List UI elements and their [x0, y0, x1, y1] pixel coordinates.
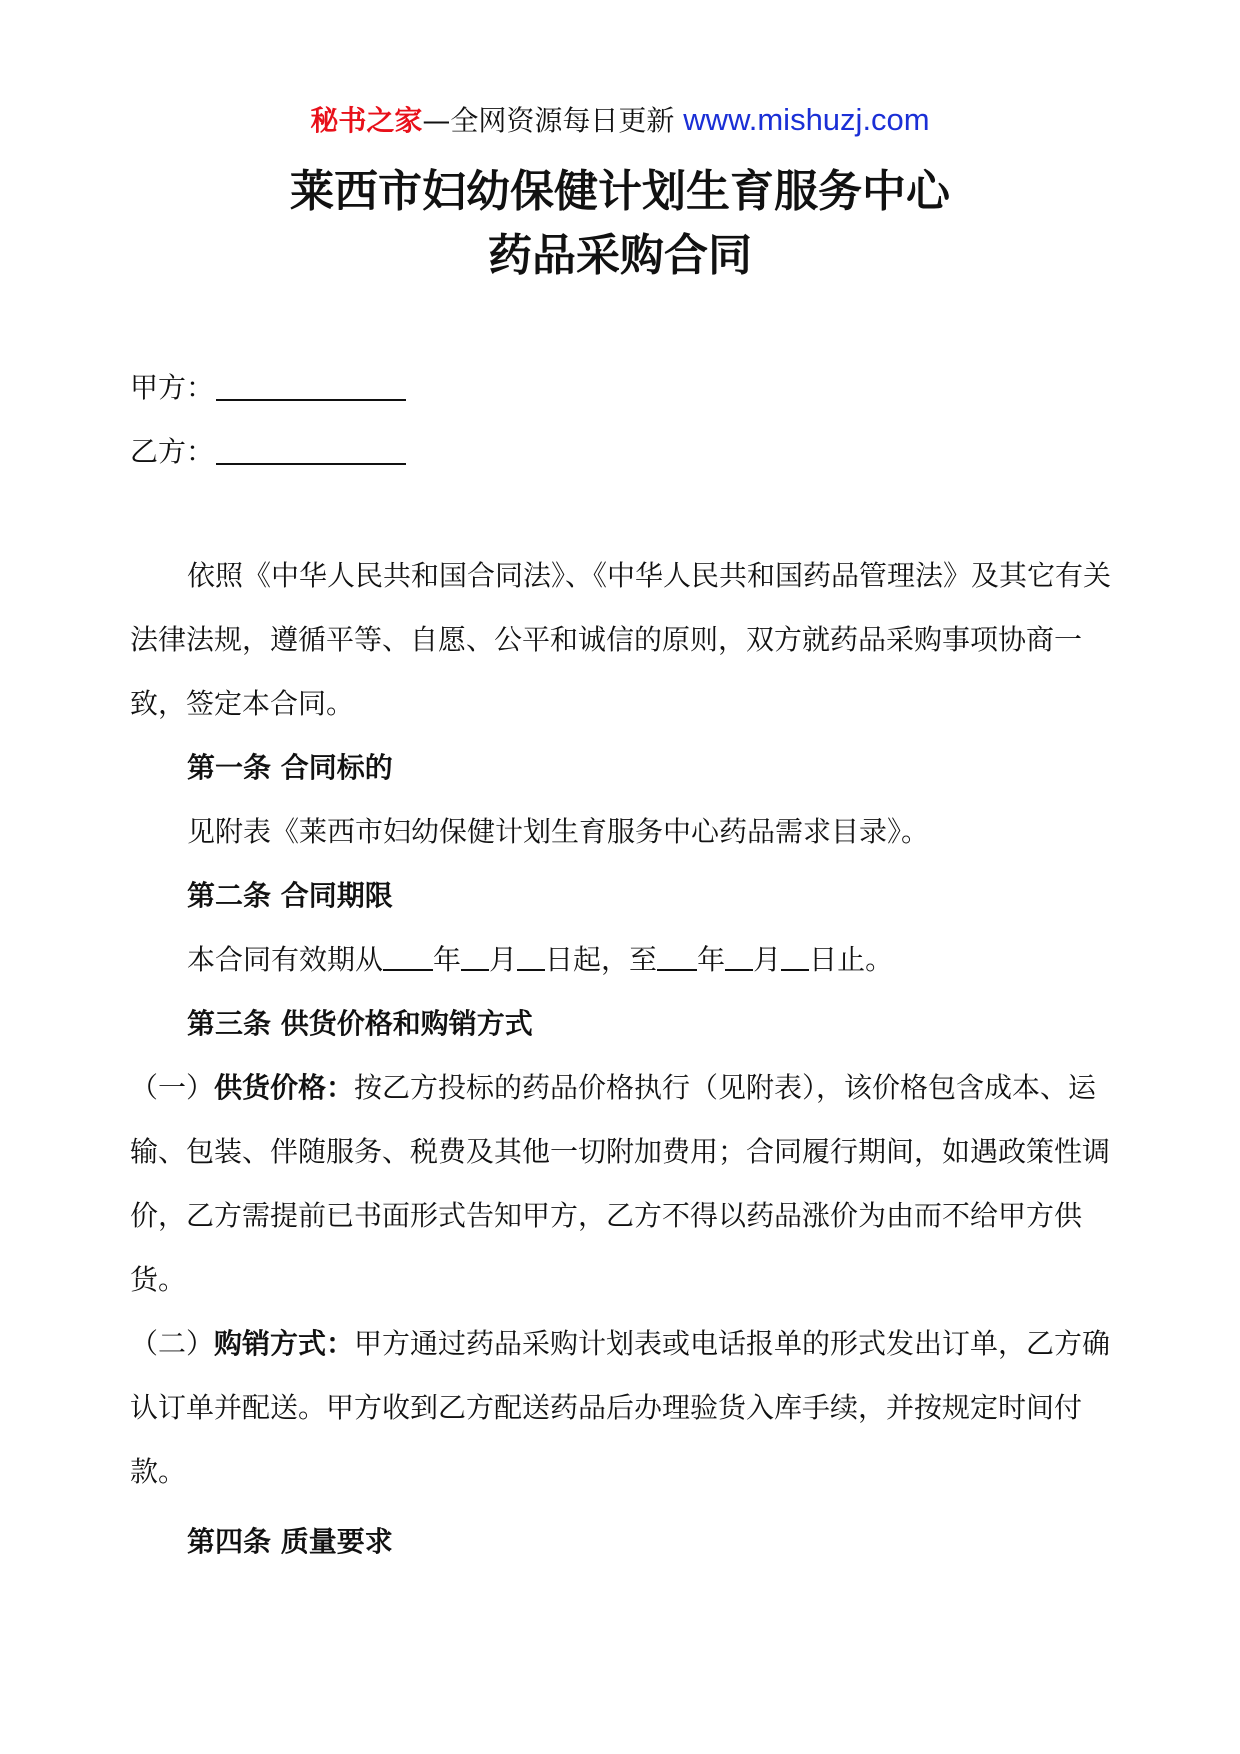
end-month-blank	[725, 945, 753, 971]
article3-clause2	[130, 1312, 1120, 1504]
contract-body	[130, 544, 1120, 1574]
end-year-blank	[657, 945, 697, 971]
term-text-3: 月	[489, 943, 518, 976]
term-text-2: 年	[433, 943, 462, 976]
clause2-prefix: （二）	[130, 1327, 215, 1360]
site-banner	[0, 100, 1240, 141]
article1-text: 见附表《莱西市妇幼保健计划生育服务中心药品需求目录》。	[187, 815, 930, 848]
term-text-4: 日起，至	[545, 943, 658, 976]
document-title-line1: 莱西市妇幼保健计划生育服务中心	[290, 166, 950, 217]
clause1-label: 供货价格：	[214, 1071, 355, 1104]
start-month-blank	[461, 945, 489, 971]
start-day-blank	[517, 945, 545, 971]
banner-tagline: —全网资源每日更新	[422, 104, 684, 137]
article2-text	[130, 928, 1120, 992]
article4-heading: 第四条 质量要求	[187, 1525, 393, 1558]
party-b-field	[130, 432, 406, 472]
term-text-1: 本合同有效期从	[187, 943, 384, 976]
clause1-text: 按乙方投标的药品价格执行（见附表），该价格包含成本、运输、包装、伴随服务、税费及其他一切附加费用；合同履行期间，如遇政策性调价，乙方需提前已书面形式告知甲方，乙方不得以药品涨价为由而不给甲方供货。	[130, 1071, 1111, 1296]
clause2-text: 甲方通过药品采购计划表或电话报单的形式发出订单，乙方确认订单并配送。甲方收到乙方配送药品后办理验货入库手续，并按规定时间付款。	[130, 1327, 1111, 1488]
party-b-blank	[216, 435, 406, 465]
article3-heading: 第三条 供货价格和购销方式	[187, 1007, 533, 1040]
term-text-7: 日止。	[809, 943, 894, 976]
party-a-blank	[216, 371, 406, 401]
clause1-prefix: （一）	[130, 1071, 215, 1104]
article3-clause1	[130, 1056, 1120, 1312]
preamble-paragraph: 依照《中华人民共和国合同法》、《中华人民共和国药品管理法》及其它有关法律法规，遵循平等、自愿、公平和诚信的原则，双方就药品采购事项协商一致，签定本合同。	[130, 559, 1112, 720]
party-a-label: 甲方：	[130, 371, 215, 404]
term-text-6: 月	[753, 943, 782, 976]
banner-url-link[interactable]: www.mishuzj.com	[683, 102, 930, 137]
party-a-field	[130, 368, 406, 408]
end-day-blank	[781, 945, 809, 971]
document-title-line2: 药品采购合同	[488, 230, 752, 281]
clause2-label: 购销方式：	[214, 1327, 355, 1360]
article1-heading: 第一条 合同标的	[187, 751, 393, 784]
term-text-5: 年	[697, 943, 726, 976]
brand-name: 秘书之家	[310, 104, 423, 137]
party-b-label: 乙方：	[130, 435, 215, 468]
start-year-blank	[383, 945, 433, 971]
article2-heading: 第二条 合同期限	[187, 879, 393, 912]
